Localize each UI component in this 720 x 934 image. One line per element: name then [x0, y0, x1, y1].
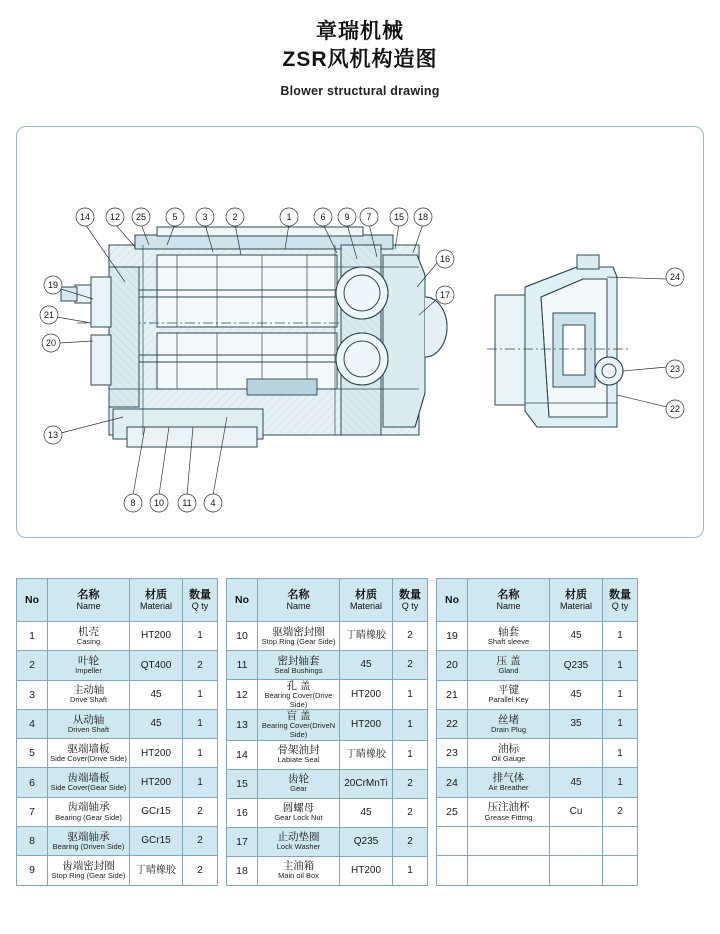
svg-text:12: 12	[109, 212, 121, 222]
table-row	[437, 739, 638, 768]
svg-text:25: 25	[135, 212, 147, 222]
cell-material: HT200	[340, 680, 393, 710]
header-no: No	[227, 579, 258, 622]
svg-text:15: 15	[393, 212, 405, 222]
header-name: 名称 Name	[258, 579, 340, 622]
cell-material: 丁睛橡胶	[340, 740, 393, 769]
cell-material: GCr15	[130, 797, 183, 826]
blower-drawing-frame	[16, 126, 704, 538]
cell-name: 齿端密封圈 Stop Ring (Gear Side)	[48, 856, 130, 885]
cell-material: HT200	[340, 710, 393, 740]
cell-qty: 1	[393, 710, 428, 740]
table-row-empty	[437, 856, 638, 885]
cell-material: Q235	[340, 827, 393, 856]
cell-name: 压 盖 Gland	[468, 651, 550, 680]
cell-no: 2	[17, 651, 48, 680]
svg-text:13: 13	[47, 430, 59, 440]
side-section-view	[487, 255, 629, 427]
svg-text:16: 16	[439, 254, 451, 264]
header-qty-cn: 数量	[189, 588, 211, 601]
cell-material: HT200	[130, 739, 183, 768]
cell-no: 23	[437, 739, 468, 768]
table-row	[227, 856, 428, 885]
table-row	[227, 680, 428, 710]
cell-no: 4	[17, 709, 48, 738]
svg-text:3: 3	[202, 212, 208, 222]
svg-text:4: 4	[210, 498, 216, 508]
svg-text:5: 5	[172, 212, 178, 222]
table-row	[437, 622, 638, 651]
cell-material: HT200	[130, 622, 183, 651]
cell-no: 19	[437, 622, 468, 651]
header-name: 名称 Name	[468, 579, 550, 622]
cell-name: 压注油杯 Grease Fittrng	[468, 797, 550, 826]
cell-name: 驱端墙板 Side Cover(Drive Side)	[48, 739, 130, 768]
table-row	[17, 797, 218, 826]
svg-text:6: 6	[320, 212, 326, 222]
cell-qty: 1	[603, 739, 638, 768]
table-row	[437, 651, 638, 680]
main-section-view	[61, 227, 447, 447]
cell-no: 8	[17, 826, 48, 855]
cell-no: 12	[227, 680, 258, 710]
svg-text:23: 23	[669, 364, 681, 374]
table-row	[437, 709, 638, 738]
table-row	[437, 768, 638, 797]
cell-name: 平键 Parallel Key	[468, 680, 550, 709]
table-row	[227, 651, 428, 680]
cell-name: 排气体 Air Breather	[468, 768, 550, 797]
cell-qty: 1	[603, 622, 638, 651]
cell-name: 驱端轴承 Bearing (Driven Side)	[48, 826, 130, 855]
parts-table-col2	[226, 578, 428, 886]
svg-text:18: 18	[417, 212, 429, 222]
table-row	[227, 710, 428, 740]
cell-no: 3	[17, 680, 48, 709]
cell-qty: 1	[393, 856, 428, 885]
svg-text:14: 14	[79, 212, 91, 222]
cell-qty: 1	[183, 709, 218, 738]
cell-name: 齿轮 Gear	[258, 769, 340, 798]
cell-qty: 2	[603, 797, 638, 826]
cell-material: 45	[550, 680, 603, 709]
cell-material: HT200	[340, 856, 393, 885]
table-row	[437, 680, 638, 709]
parts-table-col3	[436, 578, 638, 886]
header-material-cn: 材质	[145, 588, 167, 601]
cell-name: 圆螺母 Gear Lock Nut	[258, 798, 340, 827]
cell-qty: 1	[393, 740, 428, 769]
cell-no: 14	[227, 740, 258, 769]
header-name-cn: 名称	[77, 588, 100, 601]
page-title-cn-line2: ZSR风机构造图	[282, 48, 438, 72]
cell-qty: 1	[603, 680, 638, 709]
header-qty	[183, 579, 218, 622]
cell-material: Q235	[550, 651, 603, 680]
table-row	[17, 622, 218, 651]
svg-text:9: 9	[344, 212, 350, 222]
parts-tables	[16, 578, 704, 886]
cell-name: 丝堵 Drain Plug	[468, 709, 550, 738]
cell-no: 1	[17, 622, 48, 651]
cell-material: 45	[340, 798, 393, 827]
svg-text:17: 17	[439, 290, 451, 300]
cell-material: 丁睛橡胶	[340, 622, 393, 651]
header-qty: 数量 Q ty	[603, 579, 638, 622]
cell-material: QT400	[130, 651, 183, 680]
cell-material: 45	[130, 709, 183, 738]
svg-text:2: 2	[232, 212, 238, 222]
table-row	[227, 769, 428, 798]
cell-no: 13	[227, 710, 258, 740]
cell-material: 45	[550, 768, 603, 797]
cell-name: 止动垫圈 Lock Washer	[258, 827, 340, 856]
cell-material: 45	[130, 680, 183, 709]
cell-no: 11	[227, 651, 258, 680]
cell-qty: 2	[393, 827, 428, 856]
cell-material: Cu	[550, 797, 603, 826]
cell-qty: 1	[393, 680, 428, 710]
svg-text:21: 21	[43, 310, 55, 320]
cell-qty: 1	[183, 680, 218, 709]
table-row	[17, 856, 218, 885]
header-no: No	[437, 579, 468, 622]
cell-material: 丁晴橡胶	[130, 856, 183, 885]
table-header-row	[437, 579, 638, 622]
cell-name: 孔 盖 Bearing Cover(Drive Side)	[258, 680, 340, 710]
cell-name: 驱端密封圈 Stop Ring (Gear Side)	[258, 622, 340, 651]
table-row	[17, 651, 218, 680]
cell-name: 骨架油封 Labiate Seal	[258, 740, 340, 769]
cell-name: 机壳 Casing	[48, 622, 130, 651]
cell-qty: 2	[183, 826, 218, 855]
cell-material: 20CrMnTi	[340, 769, 393, 798]
cell-material: 45	[340, 651, 393, 680]
header-name-en: Name	[76, 601, 101, 612]
cell-qty: 2	[393, 651, 428, 680]
svg-text:20: 20	[45, 338, 57, 348]
cell-qty: 2	[393, 798, 428, 827]
cell-name: 主油箱 Main oil Box	[258, 856, 340, 885]
cell-name: 从动轴 Driven Shaft	[48, 709, 130, 738]
cell-no: 17	[227, 827, 258, 856]
cell-material: HT200	[130, 768, 183, 797]
cell-qty: 2	[393, 769, 428, 798]
header-name	[48, 579, 130, 622]
header-no: No	[17, 579, 48, 622]
table-row	[17, 826, 218, 855]
cell-name: 主动轴 Drive Shaft	[48, 680, 130, 709]
cell-qty: 1	[183, 768, 218, 797]
cell-no: 5	[17, 739, 48, 768]
table-row	[17, 709, 218, 738]
svg-text:19: 19	[47, 280, 59, 290]
cell-no: 6	[17, 768, 48, 797]
table-row-empty	[437, 826, 638, 855]
svg-text:7: 7	[366, 212, 372, 222]
cell-qty: 1	[183, 622, 218, 651]
cell-name: 密封轴套 Seal Bushings	[258, 651, 340, 680]
header-material	[130, 579, 183, 622]
svg-text:8: 8	[130, 498, 136, 508]
cell-qty: 1	[603, 709, 638, 738]
cell-qty: 2	[183, 797, 218, 826]
cell-qty: 1	[603, 768, 638, 797]
svg-text:11: 11	[182, 498, 192, 508]
svg-text:10: 10	[153, 498, 165, 508]
table-row	[17, 680, 218, 709]
cell-name: 齿端墙板 Side Cover(Gear Side)	[48, 768, 130, 797]
svg-text:1: 1	[286, 212, 292, 222]
table-row	[227, 827, 428, 856]
table-header-row	[17, 579, 218, 622]
table-row	[227, 740, 428, 769]
cell-name: 叶轮 Impeller	[48, 651, 130, 680]
cell-no: 25	[437, 797, 468, 826]
cell-no: 24	[437, 768, 468, 797]
table-header-row	[227, 579, 428, 622]
svg-text:22: 22	[669, 404, 681, 414]
page-title-en: Blower structural drawing	[280, 83, 440, 98]
header-material-en: Material	[139, 601, 172, 612]
table-row	[437, 797, 638, 826]
cell-no: 22	[437, 709, 468, 738]
cell-material: 35	[550, 709, 603, 738]
cell-no: 20	[437, 651, 468, 680]
header-material: 材质 Material	[550, 579, 603, 622]
header-qty-en: Q ty	[191, 601, 209, 612]
cell-qty: 1	[183, 739, 218, 768]
cell-name: 齿端轴承 Bearing (Gear Side)	[48, 797, 130, 826]
cell-material: GCr15	[130, 826, 183, 855]
cell-no: 7	[17, 797, 48, 826]
header-material: 材质 Material	[340, 579, 393, 622]
table-row	[227, 622, 428, 651]
cell-no: 18	[227, 856, 258, 885]
blower-drawing	[17, 127, 704, 538]
cell-name: 盲 盖 Bearing Cover(DriveN Side)	[258, 710, 340, 740]
cell-qty: 2	[183, 856, 218, 885]
table-row	[227, 798, 428, 827]
cell-material	[550, 739, 603, 768]
cell-material: 45	[550, 622, 603, 651]
table-row	[17, 768, 218, 797]
parts-table-col1	[16, 578, 218, 886]
cell-no: 15	[227, 769, 258, 798]
cell-no: 16	[227, 798, 258, 827]
cell-no: 10	[227, 622, 258, 651]
cell-qty: 1	[603, 651, 638, 680]
cell-name: 油标 Oil Gauge	[468, 739, 550, 768]
cell-no: 9	[17, 856, 48, 885]
page-header	[0, 0, 720, 98]
header-qty: 数量 Q ty	[393, 579, 428, 622]
table-row	[17, 739, 218, 768]
cell-no: 21	[437, 680, 468, 709]
svg-text:24: 24	[669, 272, 681, 282]
page-title-cn-line1: 章瑞机械	[316, 20, 404, 43]
cell-qty: 2	[393, 622, 428, 651]
cell-qty: 2	[183, 651, 218, 680]
cell-name: 轴套 Shaft sleeve	[468, 622, 550, 651]
